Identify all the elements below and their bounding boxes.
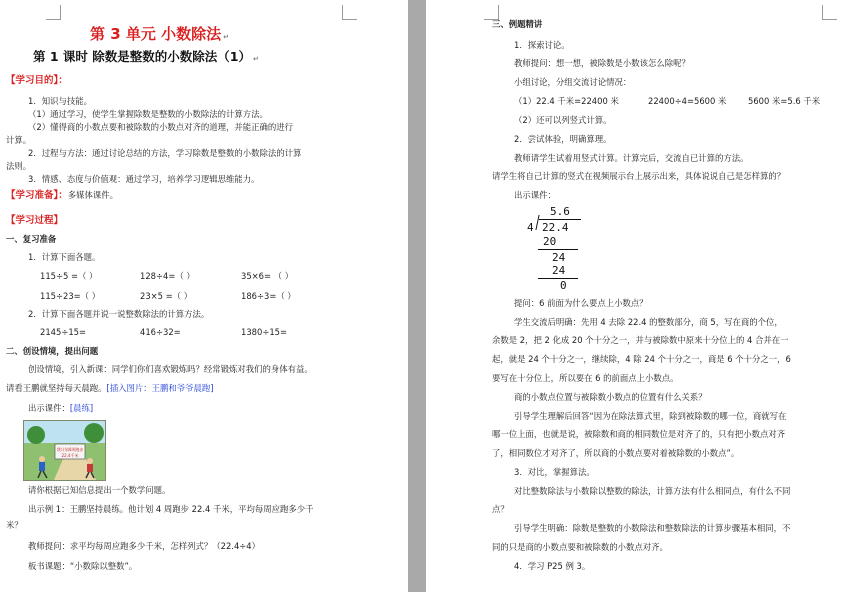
page-gutter: [408, 0, 426, 592]
item-2-paragraph-1: 教师请学生试着用竖式计算。计算完后，交流自已计算的方法。: [514, 153, 749, 163]
item-1-1b: 22400÷4=5600 米: [648, 96, 727, 106]
item-1-2: （2）还可以列竖式计算。: [514, 115, 612, 125]
item-2-paragraph-2: 请学生将自己计算的竖式在视频展示台上展示出来，具体说说自己是怎样算的？: [492, 171, 786, 181]
prep-line: [6, 190, 118, 201]
division-line: [538, 278, 578, 279]
goal-1a: （1）通过学习，使学生掌握除数是整数的小数除法的计算方法。: [28, 109, 268, 119]
prep-text: 多媒体课件。: [67, 190, 119, 200]
guide-1: 引导学生理解后回答“因为在除法算式里，除到被除数的哪一位，商就写在: [514, 411, 787, 421]
goal-1b: （2）懂得商的小数点要和被除数的小数点对齐的道理，并能正确的进行: [28, 122, 293, 132]
section-3-heading: 三、例题精讲: [492, 19, 543, 29]
divisor: 4: [527, 221, 534, 234]
example-line-1: 出示例 1：王鹏坚持晨练。他计划 4 周跑步 22.4 千米，平均每周应跑多少千: [28, 504, 314, 514]
guide-b-2: 同的只是商的小数点要和被除数的小数点对齐。: [492, 542, 668, 552]
crop-mark-top-left: [484, 5, 499, 20]
relation-question: 商的小数点位置与被除数小数点的位置有什么关系？: [514, 392, 707, 402]
courseware-line: [28, 403, 93, 414]
crop-mark-top-right: [822, 5, 837, 20]
explain-4: 要写在十分位上，所以要在 6 的前面点上小数点。: [492, 373, 679, 383]
calc-cell: 23×5 =（ ）: [140, 291, 193, 301]
item-1-group: 小组讨论，分组交流讨论情况：: [514, 77, 632, 87]
calc-cell: 416÷32=: [140, 327, 181, 337]
scene-paragraph-2: [6, 383, 214, 394]
explain-2: 余数是 2，把 2 化成 20 个十分之一，并与被除数中原来十分位上的 4 合并在一: [492, 335, 789, 345]
item-1-1a: （1）22.4 千米=22400 米: [514, 96, 619, 106]
step-2: 24: [552, 251, 566, 264]
decimal-point-question: 提问：6 前面为什么要点上小数点？: [514, 298, 648, 308]
courseware-link[interactable]: [晨练]: [69, 403, 94, 413]
process-heading: 【学习过程】: [6, 215, 64, 226]
example-line-2: 米？: [6, 520, 23, 530]
dividend: 22.4: [542, 221, 569, 234]
explain-3: 起，就是 24 个十分之一，继续除，4 除 24 个十分之一，商是 6 个十分之一，6: [492, 354, 791, 364]
scene-paragraph-1: 创设情境，引入新课：同学们你们喜欢锻炼吗？经常锻炼对我们的身体有益。: [28, 364, 313, 374]
division-bracket: [535, 215, 539, 230]
review-2: 2．计算下面各题并说一说整数除法的计算方法。: [28, 309, 210, 319]
guide-b-1: 引导学生明确：除数是整数的小数除法和整数除法的计算步骤基本相同，不: [514, 523, 791, 533]
morning-run-picture: [24, 421, 105, 480]
goal-3: 3．情感、态度与价值观：通过学习，培养学习逻辑思维能力。: [28, 174, 260, 184]
crop-mark-top-right: [342, 5, 357, 20]
scene-heading: 二、创设情境，提出问题: [6, 346, 99, 356]
remainder: 0: [560, 279, 567, 292]
review-1: 1．计算下面各题。: [28, 252, 101, 262]
item-3: 3．对比，掌握算法。: [514, 467, 595, 477]
board-title: 板书课题：“小数除以整数”。: [28, 561, 138, 571]
compare-1: 对比整数除法与小数除以整数的除法，计算方法有什么相同点，有什么不同: [514, 486, 791, 496]
item-1: 1．探索讨论。: [514, 40, 570, 50]
step-3: 24: [552, 264, 566, 277]
scene-text: 请看王鹏就坚持每天晨跑。: [6, 383, 107, 393]
item-2-show: 出示课件：: [514, 190, 556, 200]
sign-text-line-2: 22.4千米: [61, 453, 79, 458]
calc-cell: 115÷5 =（ ）: [40, 271, 98, 281]
compare-2: 点？: [492, 504, 509, 514]
crop-mark-top-left: [46, 5, 61, 20]
document-page-left: [0, 0, 408, 592]
guide-2: 哪一位上面，也就是说，被除数和商的相同数位是对齐了的，只有把小数点对齐: [492, 429, 786, 439]
calc-cell: 2145÷15=: [40, 327, 87, 337]
document-page-right: [426, 0, 845, 592]
calc-cell: 115÷23=（ ）: [40, 291, 101, 301]
division-bar: [539, 219, 581, 220]
unit-title: 第 3 单元 小数除法 ↵: [90, 25, 229, 43]
calc-cell: 186÷3=（ ）: [241, 291, 296, 301]
division-line: [538, 249, 578, 250]
morning-run-illustration: [23, 420, 106, 481]
goal-1b-cont: 计算。: [6, 135, 32, 145]
lesson-subtitle: 第 1 课时 除数是整数的小数除法（1） ↵: [33, 49, 259, 64]
goal-1: 1．知识与技能。: [28, 96, 92, 106]
calc-cell: 35×6= （ ）: [241, 271, 294, 281]
guide-3: 了，相同数位才对齐了，所以商的小数点要对着被除数的小数点”。: [492, 448, 740, 458]
ask-question: 请你根据已知信息提出一个数学问题。: [28, 485, 171, 495]
item-2: 2．尝试体验，明确算理。: [514, 134, 612, 144]
goals-heading: 【学习目的】：: [6, 75, 68, 86]
teacher-question: 教师提问：求平均每周应跑多少千米，怎样列式？（22.4÷4）: [28, 541, 260, 551]
step-1: 20: [543, 235, 557, 248]
courseware-label: 出示课件：: [28, 403, 70, 413]
item-1-1c: 5600 米=5.6 千米: [748, 96, 821, 106]
goal-2: 2．过程与方法：通过讨论总结的方法，学习除数是整数的小数除法的计算: [28, 148, 302, 158]
calc-cell: 1380÷15=: [241, 327, 288, 337]
goal-2-cont: 法则。: [6, 161, 32, 171]
calc-cell: 128÷4=（ ）: [140, 271, 195, 281]
sign-text-line-1: 我计划4周跑步: [56, 447, 84, 452]
prep-label: 【学习准备】：: [6, 190, 68, 201]
explain-1: 学生交流后明确：先用 4 去除 22.4 的整数部分，商 5，写在商的个位，: [514, 317, 783, 327]
insert-image-link[interactable]: [插入图片：王鹏和爷爷晨跑]: [106, 383, 214, 393]
quotient: 5.6: [550, 205, 570, 218]
review-heading: 一、复习准备: [6, 234, 57, 244]
item-4: 4．学习 P25 例 3。: [514, 561, 591, 571]
item-1-question: 教师提问：想一想，被除数是小数该怎么除呢？: [514, 58, 690, 68]
